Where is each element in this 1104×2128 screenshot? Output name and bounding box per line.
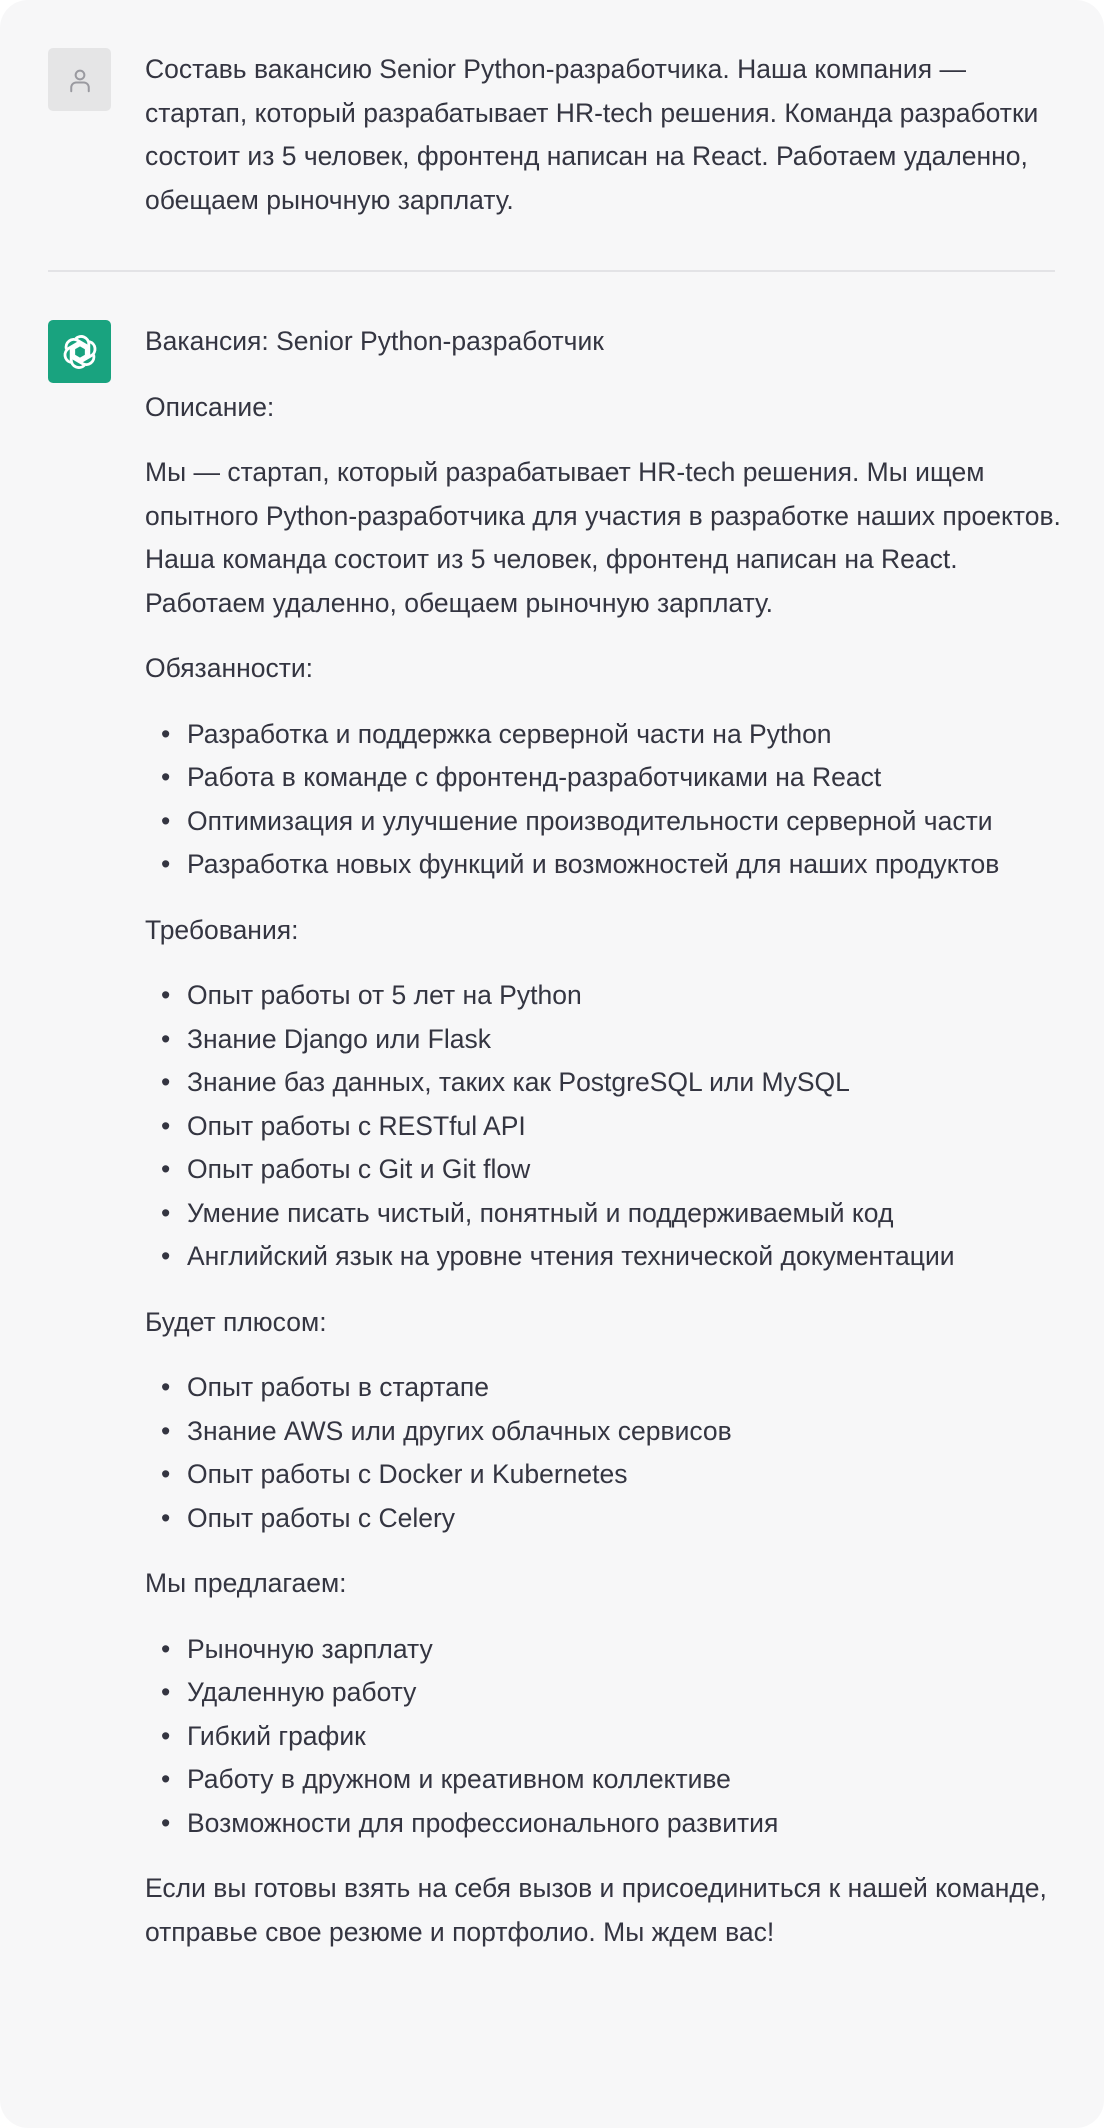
vacancy-title: Вакансия: Senior Python-разработчик (145, 326, 604, 356)
list-item: • Опыт работы с RESTful API (145, 1105, 1065, 1149)
list-item: • Разработка и поддержка серверной части на Python (145, 713, 1065, 757)
bullet-list (145, 974, 1065, 1279)
bullet-list (145, 713, 1065, 887)
user-message-text (145, 48, 1065, 244)
list-item: • Опыт работы от 5 лет на Python (145, 974, 1065, 1018)
section-heading: Мы предлагаем: (145, 1568, 347, 1598)
list-item: • Рыночную зарплату (145, 1628, 1065, 1672)
list-item: • Английский язык на уровне чтения технической документации (145, 1235, 1065, 1279)
sections (145, 647, 1065, 1845)
list-item: • Гибкий график (145, 1715, 1065, 1759)
list-item: • Умение писать чистый, понятный и поддерживаемый код (145, 1192, 1065, 1236)
section-heading: Обязанности: (145, 653, 314, 683)
list-item: • Опыт работы с Celery (145, 1497, 1065, 1541)
description-paragraph: Мы — стартап, который разрабатывает HR-tech решения. Мы ищем опытного Python-разработчика для участия в разработке наших проектов. Наша команда состоит из 5 человек, фронтенд написан на React. Работаем удаленно, обещаем рыночную зарплату. (145, 457, 1061, 618)
user-icon (65, 65, 95, 95)
assistant-message-text (145, 320, 1065, 1976)
list-item: • Работа в команде с фронтенд-разработчиками на React (145, 756, 1065, 800)
list-item: • Опыт работы с Docker и Kubernetes (145, 1453, 1065, 1497)
list-item: • Знание AWS или других облачных сервисов (145, 1410, 1065, 1454)
closing-paragraph: Если вы готовы взять на себя вызов и присоединиться к нашей команде, отправье свое резюме и портфолио. Мы ждем вас! (145, 1873, 1047, 1947)
list-item: • Знание баз данных, таких как PostgreSQL или MySQL (145, 1061, 1065, 1105)
bullet-list (145, 1366, 1065, 1540)
user-avatar (48, 48, 111, 111)
list-item: • Разработка новых функций и возможностей для наших продуктов (145, 843, 1065, 887)
assistant-avatar (48, 320, 111, 383)
list-item: • Оптимизация и улучшение производительности серверной части (145, 800, 1065, 844)
list-item: • Опыт работы с Git и Git flow (145, 1148, 1065, 1192)
list-item: • Опыт работы в стартапе (145, 1366, 1065, 1410)
user-prompt: Составь вакансию Senior Python-разработчика. Наша компания — стартап, который разрабатывает HR-tech решения. Команда разработки состоит из 5 человек, фронтенд написан на React. Работаем удаленно, обещаем рыночную зарплату. (145, 54, 1039, 215)
list-item: • Работу в дружном и креативном коллективе (145, 1758, 1065, 1802)
message-divider (48, 270, 1055, 272)
list-item: • Знание Django или Flask (145, 1018, 1065, 1062)
bullet-list (145, 1628, 1065, 1846)
list-item: • Удаленную работу (145, 1671, 1065, 1715)
section-heading: Описание: (145, 391, 275, 422)
section-heading: Требования: (145, 914, 299, 945)
section-heading: Будет плюсом: (145, 1306, 327, 1337)
openai-logo-icon (58, 330, 102, 374)
list-item: • Возможности для профессионального развития (145, 1802, 1065, 1846)
